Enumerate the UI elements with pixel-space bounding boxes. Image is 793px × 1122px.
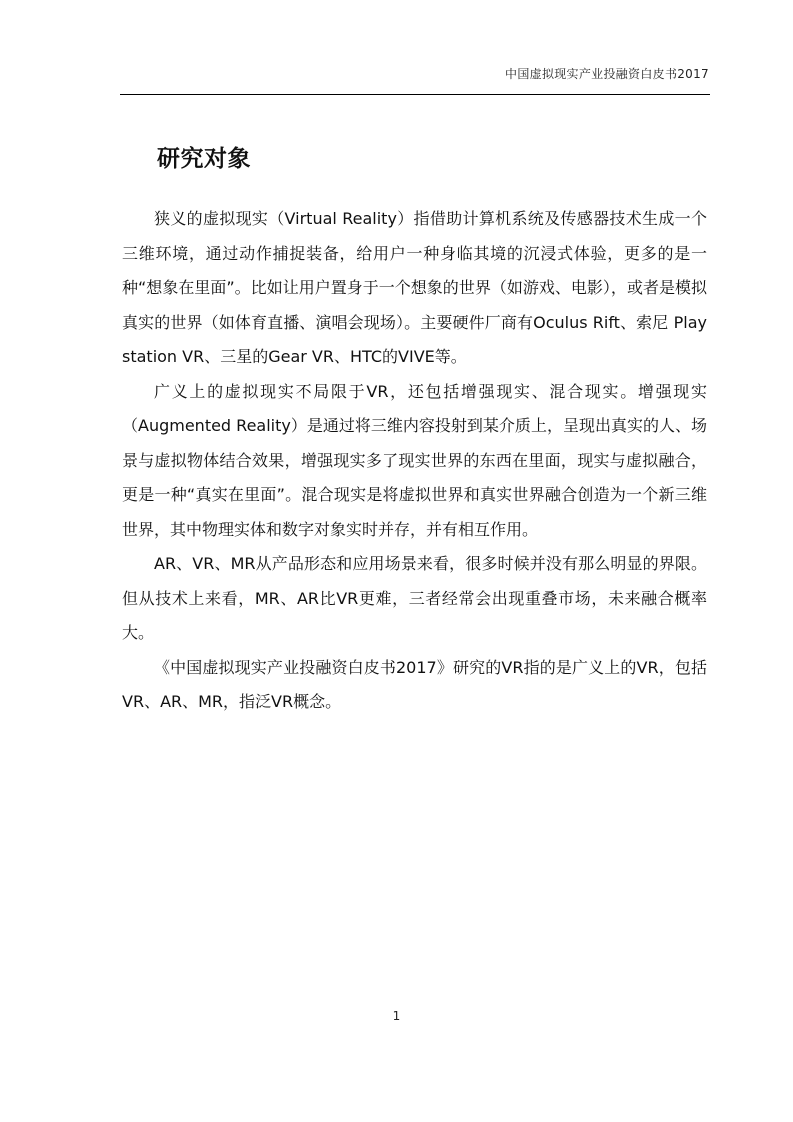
header-divider [120,94,710,95]
paragraph-ar-vr-mr-boundaries: AR、VR、MR从产品形态和应用场景来看，很多时候并没有那么明显的界限。但从技术上来看，MR、AR比VR更难，三者经常会出现重叠市场，未来融合概率大。 [122,554,707,642]
paragraph-scope-statement: 《中国虚拟现实产业投融资白皮书2017》研究的VR指的是广义上的VR，包括VR、AR、MR，指泛VR概念。 [122,657,707,711]
running-header: 中国虚拟现实产业投融资白皮书2017 [505,67,709,81]
page-number: 1 [392,1009,401,1023]
body-text [122,202,707,720]
section-title: 研究对象 [157,146,251,172]
paragraph-narrow-vr-definition: 狭义的虚拟现实（Virtual Reality）指借助计算机系统及传感器技术生成一个三维环境，通过动作捕捉装备，给用户一种身临其境的沉浸式体验，更多的是一种“想象在里面”。比如让用户置身于一个想象的世界（如游戏、电影），或者是模拟真实的世界（如体育直播、演唱会现场）。主要硬件厂商有Oculus Rift、索尼 Play station VR、三星的Gear VR、HTC的VIVE等。 [122,209,707,366]
paragraph-broad-vr-definition: 广义上的虚拟现实不局限于VR，还包括增强现实、混合现实。增强现实（Augmented Reality）是通过将三维内容投射到某介质上，呈现出真实的人、场景与虚拟物体结合效果，增强现实多了现实世界的东西在里面，现实与虚拟融合，更是一种“真实在里面”。混合现实是将虚拟世界和真实世界融合创造为一个新三维世界，其中物理实体和数字对象实时并存，并有相互作用。 [122,381,707,539]
